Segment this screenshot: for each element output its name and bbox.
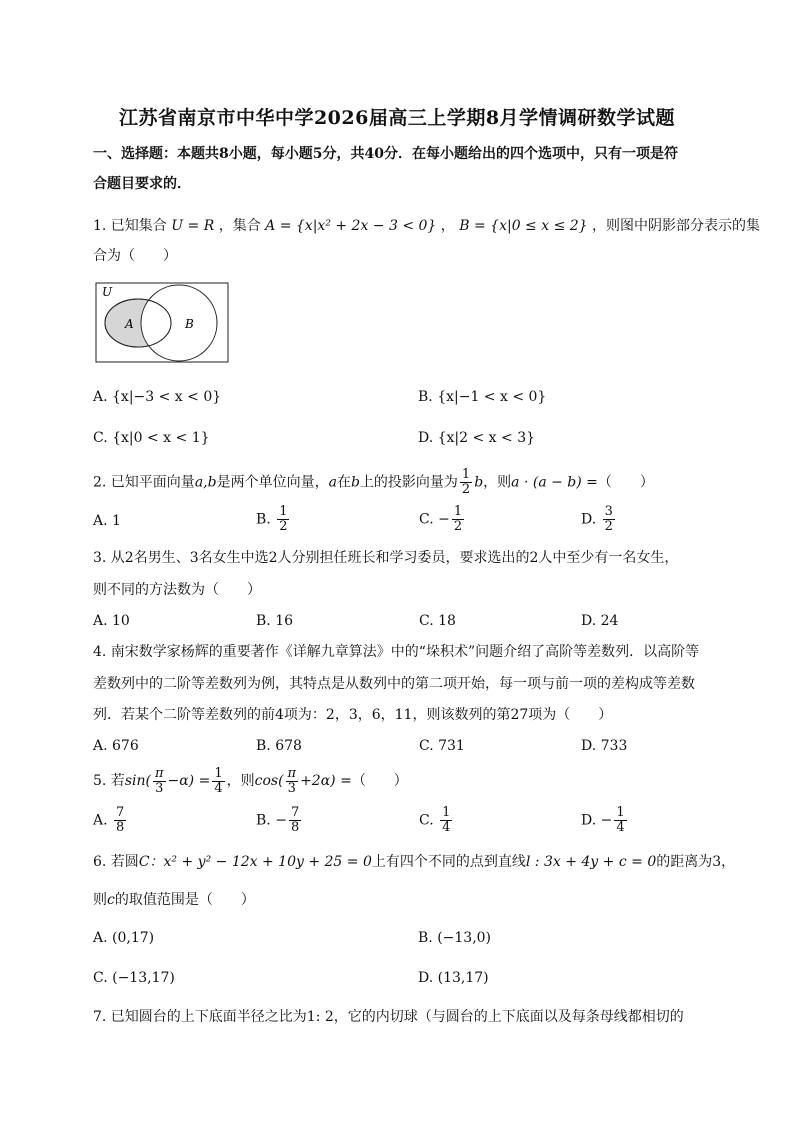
question-6-line2: 则c的取值范围是（ ） <box>93 892 255 908</box>
q2-on-text: 在 <box>336 474 351 491</box>
q2-projection-text: 上的投影向量为 <box>359 474 458 491</box>
venn-label-u: U <box>102 285 113 299</box>
q5-sin: sin( <box>124 773 151 789</box>
q4-option-b[interactable]: B. 678 <box>256 738 302 754</box>
question-4-line3: 列．若某个二阶等差数列的前4项为：2，3，6，11，则该数列的第27项为（ ） <box>93 707 613 723</box>
q6-circle-equation: C：x² + y² − 12x + 10y + 25 = 0 <box>138 854 372 870</box>
q1-universal-set: U = R <box>171 218 215 234</box>
q1-option-d[interactable]: D. {x|2 < x < 3} <box>418 430 536 446</box>
section-heading-line1: 一、选择题：本题共8小题，每小题5分，共40分．在每小题给出的四个选项中，只有一项是符 <box>93 146 678 162</box>
q3-option-b[interactable]: B. 16 <box>256 613 294 629</box>
q1-option-c[interactable]: C. {x|0 < x < 1} <box>93 430 210 446</box>
q1-option-a[interactable]: A. {x|−3 < x < 0} <box>93 389 222 405</box>
q1-set-b: B = {x|0 ≤ x ≤ 2} <box>459 218 588 234</box>
q1-set-a: A = {x|x² + 2x − 3 < 0} <box>265 218 437 234</box>
q5-pi-over-3-b: $\frac{\pi}{3}$ <box>287 765 297 796</box>
q2-vector-b: b <box>350 474 360 491</box>
q5-cos: cos( <box>254 773 284 789</box>
q2-vector-b2: b <box>474 474 484 491</box>
q4-option-a[interactable]: A. 676 <box>93 738 139 754</box>
q5-option-c[interactable]: C. $\frac{1}{4}$ <box>419 805 451 835</box>
venn-label-a: A <box>125 317 134 331</box>
question-6-line1: 6. 若圆C：x² + y² − 12x + 10y + 25 = 0上有四个不同的点到直线l : 3x + 4y + c = 0的距离为3， <box>93 854 736 870</box>
q3-option-c[interactable]: C. 18 <box>419 613 456 629</box>
question-4-line2: 差数列中的二阶等差数列为例，其特点是从数列中的第二项开始，每一项与前一项的差构成等差数 <box>93 676 695 692</box>
q2-pre-text: 2. 已知平面向量 <box>93 474 195 491</box>
q5-option-a[interactable]: A. $\frac{7}{8}$ <box>93 805 125 835</box>
q6-option-c[interactable]: C. (−13,17) <box>93 970 175 986</box>
question-1-line1 <box>93 216 761 236</box>
section-heading-line2: 合题目要求的． <box>93 176 191 192</box>
question-2-line1 <box>93 468 713 497</box>
q1-pre-text: 1. 已知集合 <box>93 218 167 234</box>
q4-option-d[interactable]: D. 733 <box>581 738 628 754</box>
q2-expression: a · (a − b) = <box>511 474 598 491</box>
q2-end-text: （ ） <box>597 474 654 491</box>
q2-half-fraction: $\frac{1}{2}$ <box>461 467 471 497</box>
q6-option-b[interactable]: B. (−13,0) <box>418 930 492 946</box>
q5-option-d[interactable]: D. − $\frac{1}{4}$ <box>581 805 625 835</box>
q1-post-text: ，则图中阴影部分表示的集 <box>592 218 761 234</box>
question-4-line1: 4. 南宋数学家杨辉的重要著作《详解九章算法》中的“垛积术”问题介绍了高阶等差数列．以高阶等 <box>93 644 700 660</box>
q2-vector-a: a <box>328 474 337 491</box>
venn-label-b: B <box>185 317 194 331</box>
q3-option-a[interactable]: A. 10 <box>93 613 130 629</box>
page-title: 江苏省南京市中华中学2026届高三上学期8月学情调研数学试题 <box>118 107 676 129</box>
q5-option-b[interactable]: B. − $\frac{7}{8}$ <box>256 805 300 835</box>
q6-option-d[interactable]: D. (13,17) <box>418 970 489 986</box>
q5-pi-over-3: $\frac{\pi}{3}$ <box>154 765 164 796</box>
q2-vectors: a,b <box>194 474 217 491</box>
q2-option-b[interactable]: B. $\frac{1}{2}$ <box>256 504 288 534</box>
q2-option-d[interactable]: D. $\frac{3}{2}$ <box>581 504 613 534</box>
venn-diagram <box>95 282 229 364</box>
q2-mid-text: 是两个单位向量， <box>216 474 329 491</box>
q3-option-d[interactable]: D. 24 <box>581 613 619 629</box>
q6-option-a[interactable]: A. (0,17) <box>93 930 155 946</box>
question-7-line1: 7. 已知圆台的上下底面半径之比为1: 2，它的内切球（与圆台的上下底面以及每条母线都相切的 <box>93 1009 684 1025</box>
q5-one-quarter: $\frac{1}{4}$ <box>214 765 223 796</box>
q2-post-text: ，则 <box>483 474 512 491</box>
q2-option-a[interactable]: A. 1 <box>93 513 121 529</box>
question-3-line1: 3. 从2名男生、3名女生中选2人分别担任班长和学习委员，要求选出的2人中至少有一名女生， <box>93 550 679 566</box>
q1-mid-text: ，集合 <box>218 218 261 234</box>
question-3-line2: 则不同的方法数为（ ） <box>93 582 261 598</box>
question-1-line2: 合为（ ） <box>93 248 177 264</box>
q1-option-b[interactable]: B. {x|−1 < x < 0} <box>418 389 547 405</box>
q1-comma: ， <box>440 218 455 234</box>
q4-option-c[interactable]: C. 731 <box>419 738 465 754</box>
q6-line-equation: l : 3x + 4y + c = 0 <box>525 854 657 870</box>
question-5-line1: 5. 若sin( $\frac{\pi}{3}$ −α) = $\frac{1}{4}$ ，则cos( $\frac{\pi}{3}$ +2α) =（ ） <box>93 765 408 796</box>
q2-option-c[interactable]: C. − $\frac{1}{2}$ <box>419 504 463 534</box>
